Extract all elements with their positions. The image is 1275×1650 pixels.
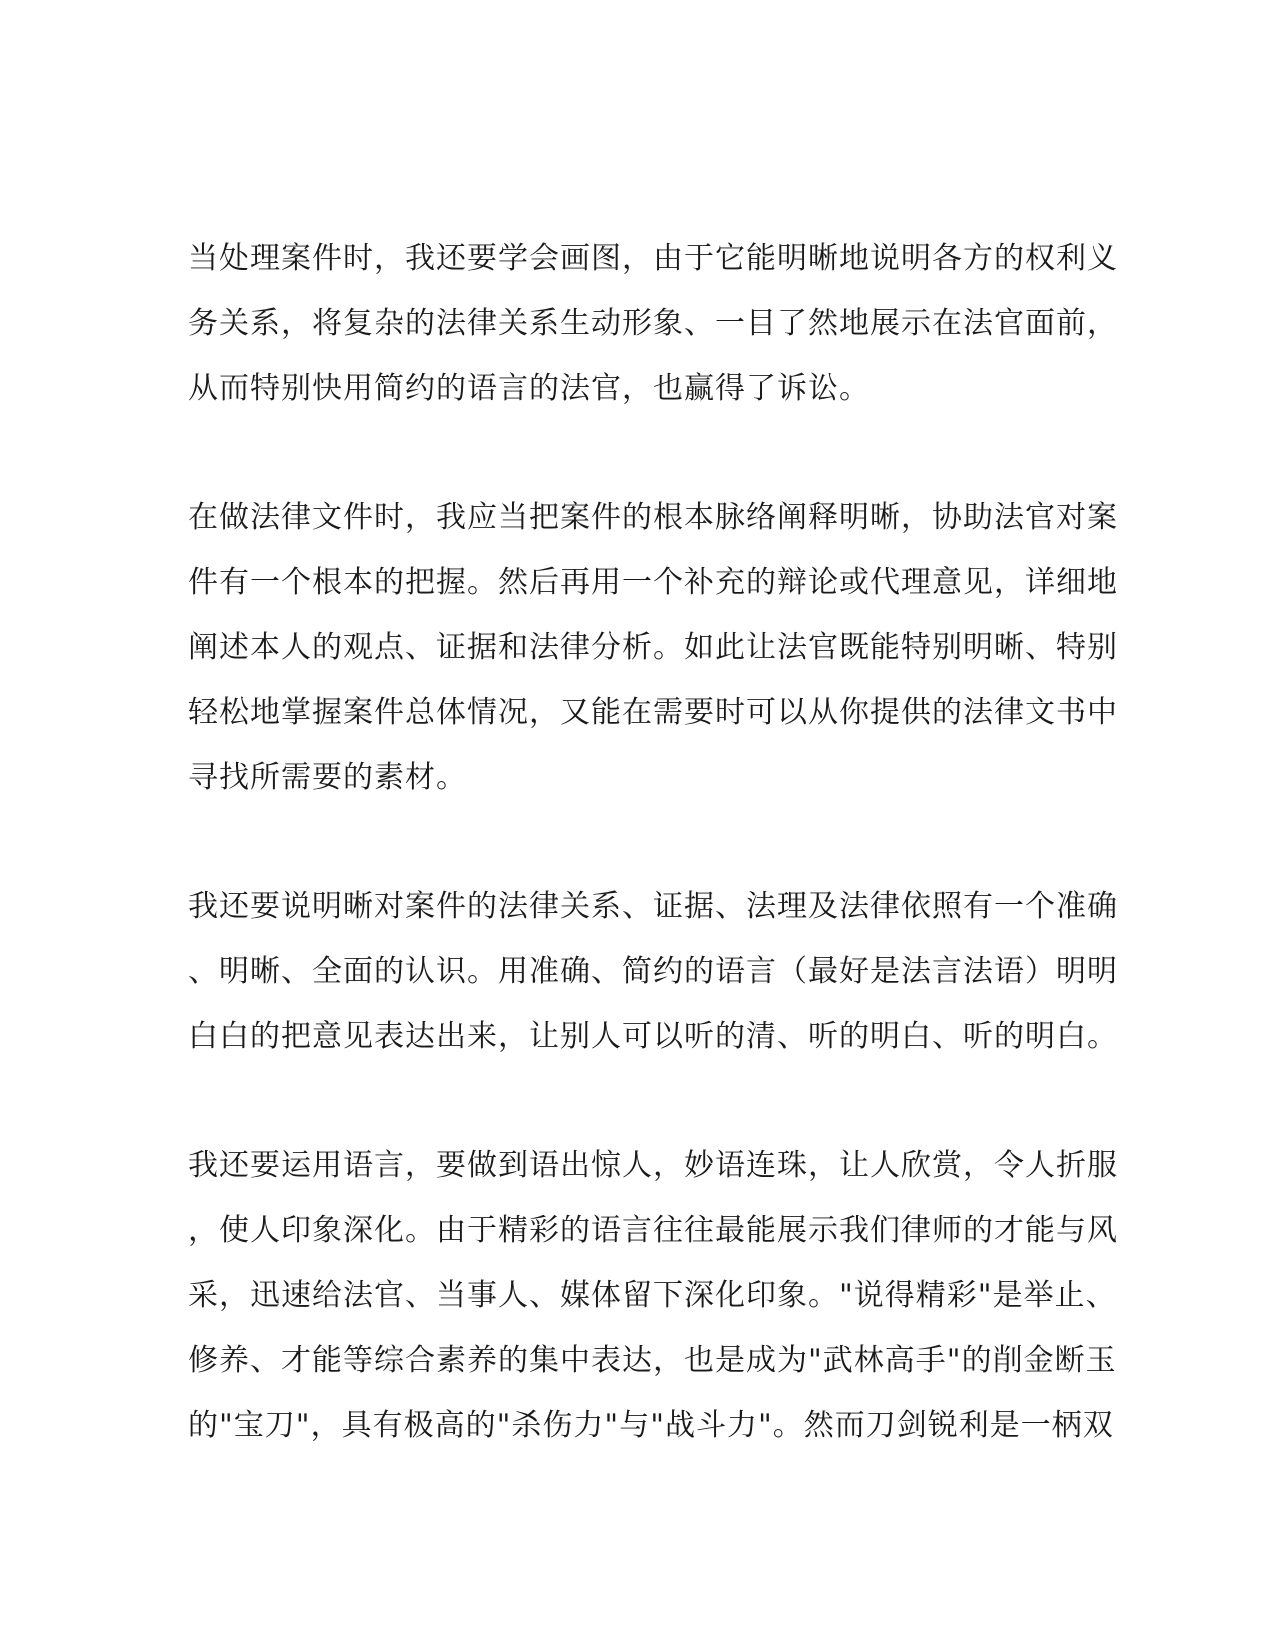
text-line: ，使人印象深化。由于精彩的语言往往最能展示我们律师的才能与风 [188, 1213, 1118, 1248]
paragraph-4 [188, 1133, 1118, 1458]
paragraph-3 [188, 874, 1118, 1069]
text-line: 阐述本人的观点、证据和法律分析。如此让法官既能特别明晰、特别 [188, 630, 1118, 665]
text-line: 轻松地掌握案件总体情况，又能在需要时可以从你提供的法律文书中 [188, 695, 1118, 730]
text-line: 、明晰、全面的认识。用准确、简约的语言（最好是法言法语）明明 [188, 954, 1118, 989]
text-line: 务关系，将复杂的法律关系生动形象、一目了然地展示在法官面前， [188, 306, 1118, 341]
paragraph-2 [188, 485, 1118, 810]
text-line: 修养、才能等综合素养的集中表达，也是成为"武林高手"的削金断玉 [188, 1343, 1117, 1378]
text-line: 从而特别快用简约的语言的法官，也赢得了诉讼。 [188, 371, 870, 406]
text-line: 件有一个根本的把握。然后再用一个补充的辩论或代理意见，详细地 [188, 565, 1118, 600]
text-line: 我还要说明晰对案件的法律关系、证据、法理及法律依照有一个准确 [188, 889, 1118, 924]
text-line: 当处理案件时，我还要学会画图，由于它能明晰地说明各方的权利义 [188, 241, 1118, 276]
paragraph-1 [188, 226, 1118, 421]
text-line: 寻找所需要的素材。 [188, 760, 467, 795]
document-body [188, 226, 1118, 1522]
text-line: 我还要运用语言，要做到语出惊人，妙语连珠，让人欣赏，令人折服 [188, 1148, 1118, 1183]
text-line: 在做法律文件时，我应当把案件的根本脉络阐释明晰，协助法官对案 [188, 500, 1118, 535]
text-line: 的"宝刀"，具有极高的"杀伤力"与"战斗力"。然而刀剑锐利是一柄双 [188, 1408, 1114, 1443]
text-line: 采，迅速给法官、当事人、媒体留下深化印象。"说得精彩"是举止、 [188, 1278, 1117, 1313]
text-line: 白白的把意见表达出来，让别人可以听的清、听的明白、听的明白。 [188, 1019, 1118, 1054]
